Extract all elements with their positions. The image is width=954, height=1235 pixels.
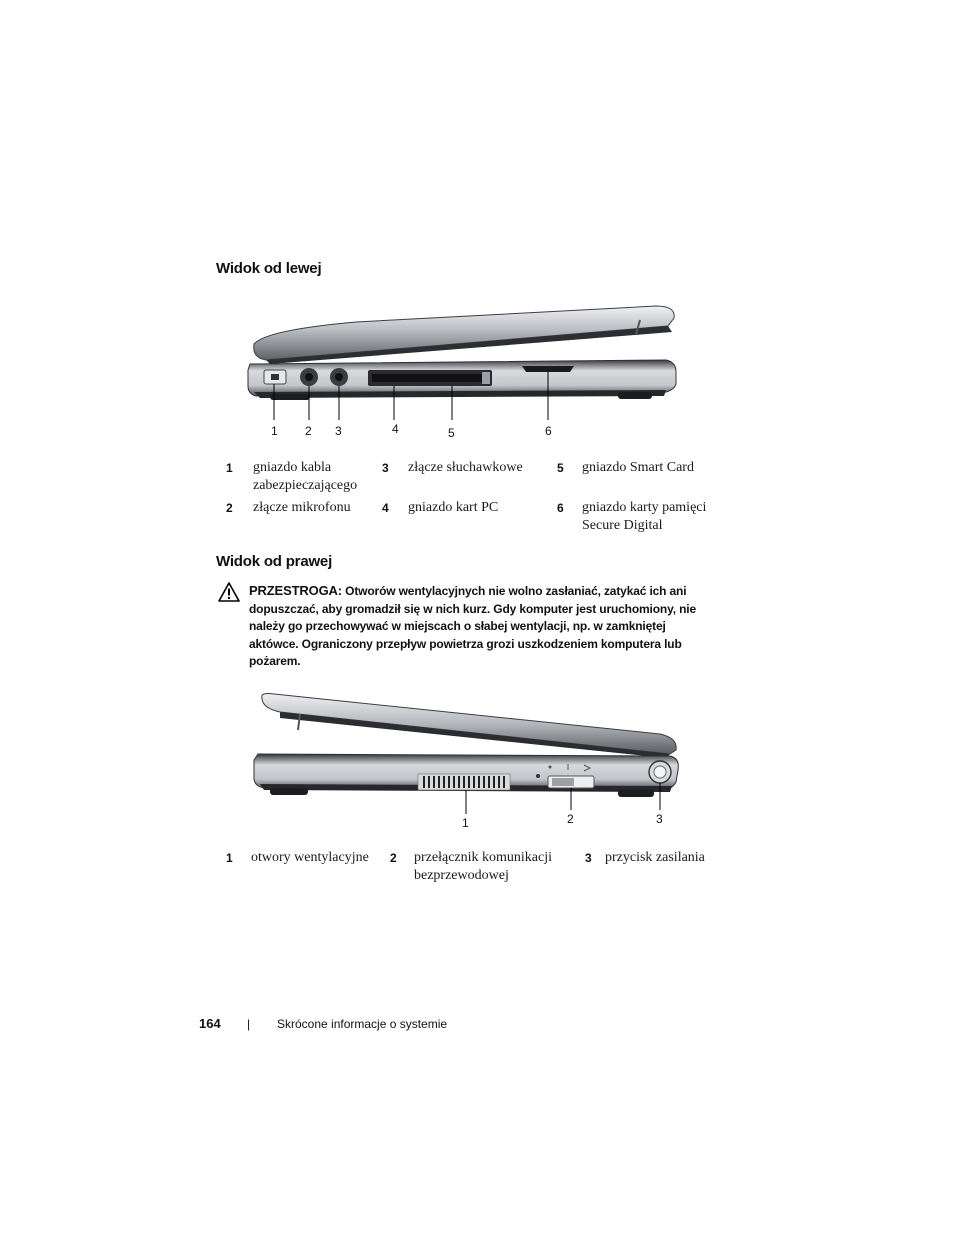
callout-3: 3 xyxy=(335,424,342,438)
caution-keyword: PRZESTROGA: xyxy=(249,583,342,598)
legend-label: gniazdo kart PC xyxy=(408,500,499,515)
callout-1: 1 xyxy=(462,816,469,830)
callout-2: 2 xyxy=(567,812,574,826)
legend-label: przełącznik komunikacji bezprzewodowej xyxy=(414,850,552,883)
legend-label: gniazdo karty pamięci Secure Digital xyxy=(582,500,707,533)
legend-label: przycisk zasilania xyxy=(605,850,705,865)
callout-6: 6 xyxy=(545,424,552,438)
laptop-left-side-illustration xyxy=(236,300,696,420)
callout-2: 2 xyxy=(305,424,312,438)
legend-number: 1 xyxy=(226,851,233,865)
footer-separator: | xyxy=(247,1017,251,1031)
callout-4: 4 xyxy=(392,422,399,436)
legend-label: złącze mikrofonu xyxy=(253,500,351,515)
caution-text: PRZESTROGA: Otworów wentylacyjnych nie wolno zasłaniać, zatykać ich ani dopuszczać, aby gromadził się w nich kurz. Gdy komputer jest uruchomiony, nie należy go przechowywać w miejscach o słabej wentylacji, np. w zamkniętej aktówce. Ograniczony przepływ powietrza grozi uszkodzeniem komputera lub pożarem. xyxy=(249,583,696,668)
legend-number: 4 xyxy=(382,501,389,515)
legend-label: gniazdo Smart Card xyxy=(582,460,694,475)
footer-section-title: Skrócone informacje o systemie xyxy=(277,1017,448,1031)
callout-3: 3 xyxy=(656,812,663,826)
callout-1: 1 xyxy=(271,424,278,438)
callout-5: 5 xyxy=(448,426,455,440)
right-view-heading: Widok od prawej xyxy=(216,553,333,570)
legend-number: 2 xyxy=(390,851,397,865)
legend-number: 3 xyxy=(585,851,592,865)
page-number: 164 xyxy=(199,1016,221,1031)
legend-number: 2 xyxy=(226,501,233,515)
legend-number: 1 xyxy=(226,461,233,475)
laptop-right-side-illustration xyxy=(240,690,700,820)
legend-label: złącze słuchawkowe xyxy=(408,460,523,475)
legend-number: 6 xyxy=(557,501,564,515)
legend-label: gniazdo kabla zabezpieczającego xyxy=(253,460,358,493)
left-view-heading: Widok od lewej xyxy=(216,260,322,277)
legend-number: 3 xyxy=(382,461,389,475)
caution-warning-icon xyxy=(218,582,240,602)
legend-number: 5 xyxy=(557,461,564,475)
legend-label: otwory wentylacyjne xyxy=(251,850,369,865)
